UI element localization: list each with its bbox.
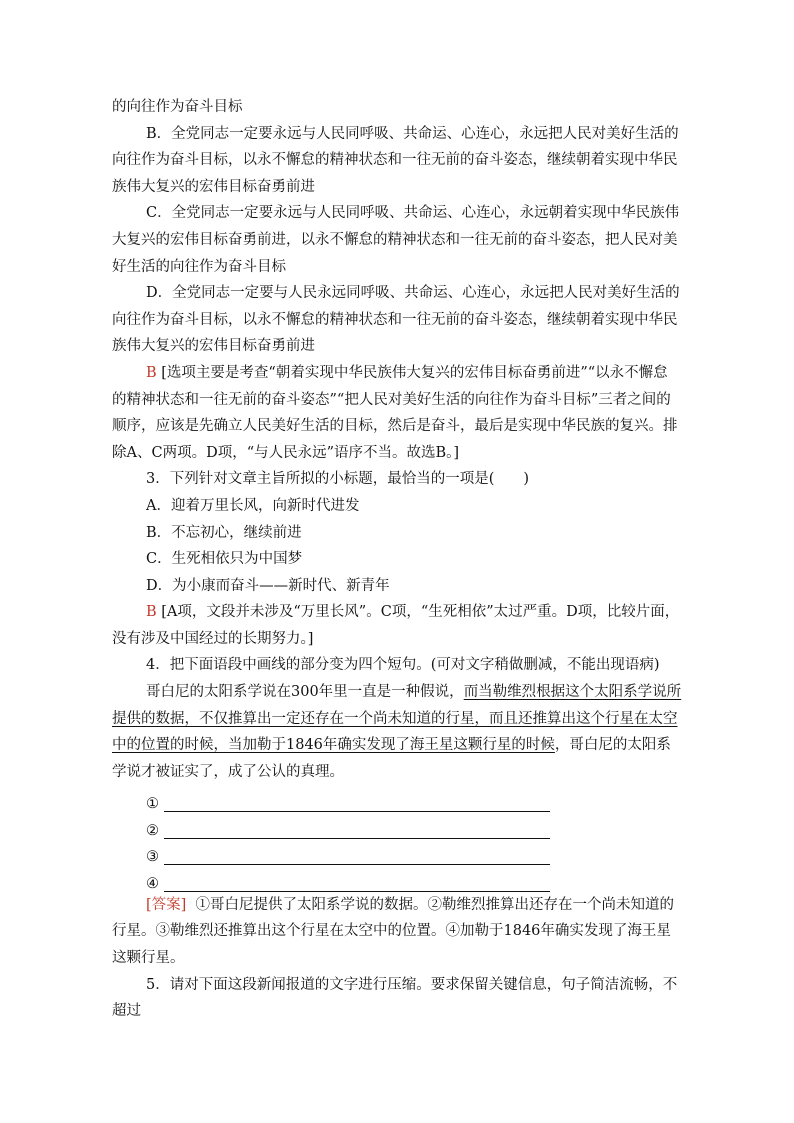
answer-blank-1[interactable] (112, 785, 682, 812)
answer-tag: [答案] (146, 896, 187, 913)
q3-option-d: D．为小康而奋斗——新时代、新青年 (146, 577, 390, 594)
question-4-stem: 4．把下面语段中画线的部分变为四个短句。(可对文字稍做删减，不能出现语病) (146, 657, 660, 674)
document-body (112, 94, 682, 1025)
answer-blank-2[interactable] (112, 812, 682, 839)
option-d: D．全党同志一定要与人民永远同呼吸、共命运、心连心，永远把人民对美好生活的向往作为奋斗目标，以永不懈怠的精神状态和一往无前的奋斗姿态，继续朝着实现中华民族伟大复兴的宏伟目标奋勇前进 (112, 285, 680, 355)
answer-blank-4[interactable] (112, 865, 682, 892)
answer-text: ①哥白尼提供了太阳系学说的数据。②勒维烈推算出还存在一个尚未知道的行星。③勒维烈还推算出这个行星在太空中的位置。④加勒于1846年确实发现了海王星这颗行星。 (112, 896, 675, 966)
option-b: B．全党同志一定要永远与人民同呼吸、共命运、心连心，永远把人民对美好生活的向往作为奋斗目标，以永不懈怠的精神状态和一往无前的奋斗姿态，继续朝着实现中华民族伟大复兴的宏伟目标奋勇前进 (112, 125, 679, 195)
answer-letter: B (146, 604, 157, 621)
q3-option-b: B．不忘初心，继续前进 (146, 524, 302, 541)
blank-number: ② (146, 822, 159, 839)
option-c: C．全党同志一定要永远与人民同呼吸、共命运、心连心，永远朝着实现中华民族伟大复兴的宏伟目标奋勇前进，以永不懈怠的精神状态和一往无前的奋斗姿态，把人民对美好生活的向往作为奋斗目标 (112, 205, 680, 275)
blank-number: ③ (146, 849, 159, 866)
q4-passage (112, 679, 682, 785)
passage-plain-start: 哥白尼的太阳系学说在300年里一直是一种假说， (146, 684, 464, 701)
blank-number: ④ (146, 875, 159, 892)
blank-line[interactable] (164, 820, 550, 839)
blank-line[interactable] (164, 793, 550, 812)
q3-answer-explanation (112, 599, 682, 652)
explanation-text: [A项，文段并未涉及“万里长风”。C项，“生死相依”太过严重。D项，比较片面，没有涉及中国经过的长期努力。] (112, 604, 680, 647)
passage-underlined: 而当勒维烈根据这个太阳系学说所提供的数据，不仅推算出一定还存在一个尚未知道的行星，而且还推算出这个行星在太空中的位置的时候，当加勒于1846年确实发现了海王星这颗行星的时候 (112, 684, 682, 754)
q3-option-a: A．迎着万里长风，向新时代进发 (146, 497, 360, 514)
answer-letter: B (146, 364, 157, 381)
passage-plain-end: ，哥白尼的太阳系学说才被证实了，成了公认的真理。 (112, 737, 671, 780)
q2-answer-explanation (112, 360, 682, 466)
blank-line[interactable] (164, 873, 550, 892)
q3-option-c: C．生死相依只为中国梦 (146, 551, 303, 568)
q4-answer (112, 892, 682, 972)
question-3-stem: 3．下列针对文章主旨所拟的小标题，最恰当的一项是( ) (146, 471, 530, 488)
option-a-tail: 的向往作为奋斗目标 (112, 99, 243, 115)
blank-number: ① (146, 796, 159, 813)
question-5-stem: 5．请对下面这段新闻报道的文字进行压缩。要求保留关键信息，句子简洁流畅，不超过 (112, 976, 678, 1020)
answer-blank-3[interactable] (112, 839, 682, 866)
explanation-text: [选项主要是考查“朝着实现中华民族伟大复兴的宏伟目标奋勇前进”“以永不懈怠的精神状态和一往无前的奋斗姿态”“把人民对美好生活的向往作为奋斗目标”三者之间的顺序，应该是先确立人民美好生活的目标，然后是奋斗，最后是实现中华民族的复兴。排除A、C两项。D项，“与人民永远”语序不当。故选B。] (112, 364, 678, 461)
blank-line[interactable] (164, 846, 550, 865)
